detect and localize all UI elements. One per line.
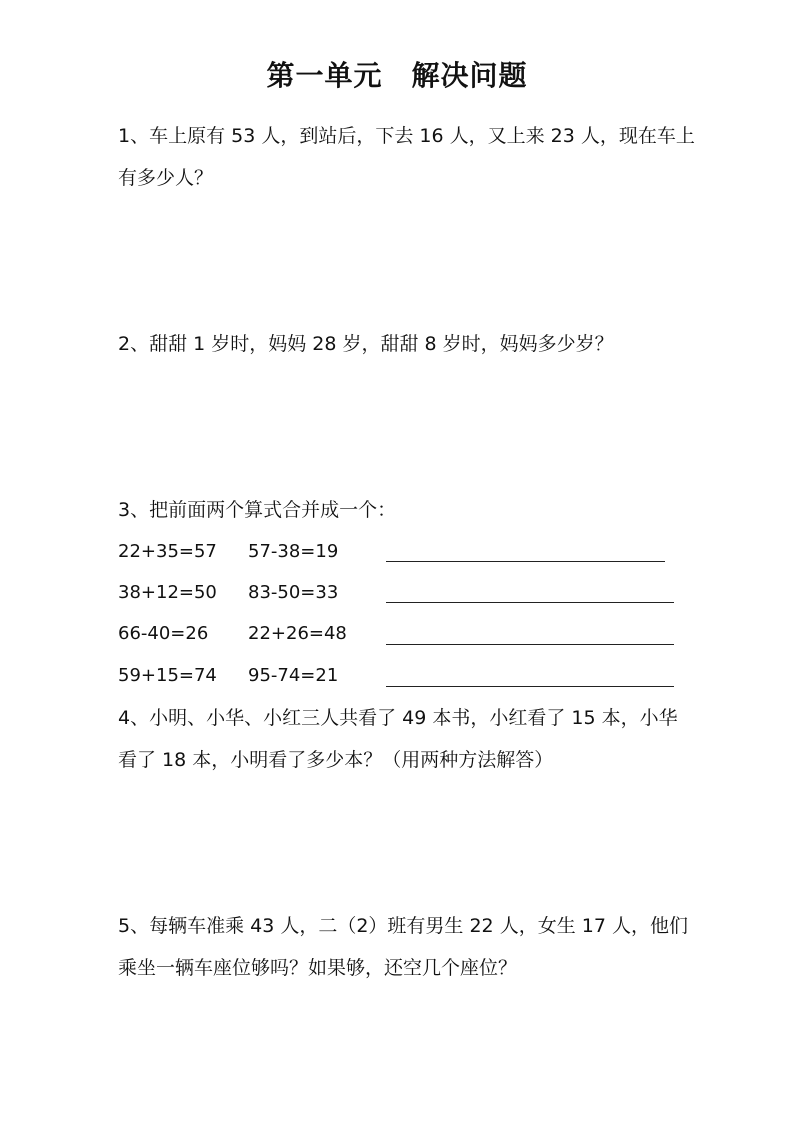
question-3-line-1: 3、把前面两个算式合并成一个： — [118, 499, 397, 521]
question-1-line-2: 有多少人？ — [118, 167, 214, 189]
formula-row-2-second: 83-50=33 — [248, 582, 339, 603]
formula-row-3-second: 22+26=48 — [248, 623, 347, 644]
answer-line-row-1[interactable] — [386, 561, 665, 562]
formula-row-3-first: 66-40=26 — [118, 623, 209, 644]
page-title: 第一单元 解决问题 — [266, 59, 528, 92]
question-2-line-1: 2、甜甜 1 岁时，妈妈 28 岁，甜甜 8 岁时，妈妈多少岁？ — [118, 333, 614, 355]
formula-row-4-first: 59+15=74 — [118, 665, 217, 686]
formula-row-1-second: 57-38=19 — [248, 541, 339, 562]
question-4-line-1: 4、小明、小华、小红三人共看了 49 本书，小红看了 15 本，小华 — [118, 707, 678, 729]
answer-line-row-3[interactable] — [386, 644, 674, 645]
question-5-line-1: 5、每辆车准乘 43 人，二（2）班有男生 22 人，女生 17 人，他们 — [118, 915, 688, 937]
answer-line-row-2[interactable] — [386, 602, 674, 603]
formula-row-4-second: 95-74=21 — [248, 665, 339, 686]
formula-row-2-first: 38+12=50 — [118, 582, 217, 603]
answer-line-row-4[interactable] — [386, 686, 674, 687]
question-5-line-2: 乘坐一辆车座位够吗？如果够，还空几个座位？ — [118, 957, 518, 979]
formula-row-1-first: 22+35=57 — [118, 541, 217, 562]
question-1-line-1: 1、车上原有 53 人，到站后，下去 16 人，又上来 23 人，现在车上 — [118, 125, 695, 147]
question-4-line-2: 看了 18 本，小明看了多少本？（用两种方法解答） — [118, 749, 554, 771]
